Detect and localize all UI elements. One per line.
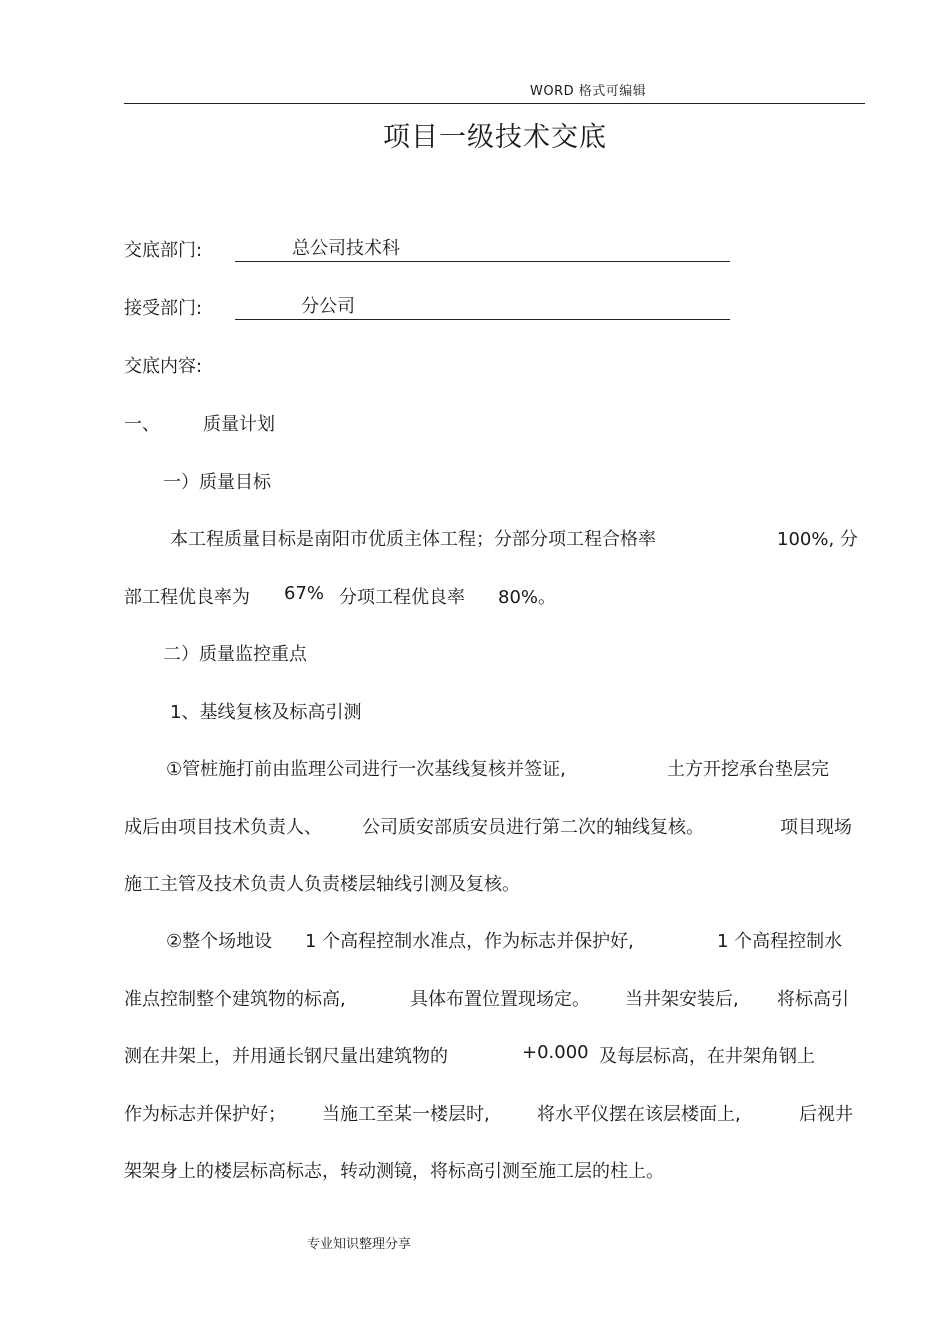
item-heading: 1、基线复核及标高引测 [170,702,362,723]
section-title: 质量计划 [203,414,275,435]
content-label: 交底内容: [124,356,203,377]
paragraph-text: 土方开挖承台垫层完 [667,759,829,780]
paragraph-text: 将标高引 [777,989,849,1010]
paragraph-text: +0.000 [522,1042,589,1063]
receive-label: 接受部门: [124,298,203,319]
footer-text: 专业知识整理分享 [307,1237,412,1252]
paragraph-text: ②整个场地设 [166,931,273,952]
header-text: WORD 格式可编辑 [530,84,647,99]
paragraph-text: 成后由项目技术负责人、 [124,817,322,838]
header-rule [124,103,865,104]
paragraph-text: 1 个高程控制水 [717,931,843,952]
paragraph-text: 80%。 [498,587,557,608]
paragraph-text: 当施工至某一楼层时, [322,1104,490,1125]
section-number: 一、 [124,414,160,435]
subsection-quality-control: 二）质量监控重点 [163,644,307,665]
receive-value-field [235,295,730,320]
paragraph-text: 67% [284,583,325,604]
document-title: 项目一级技术交底 [383,122,607,153]
paragraph-text: 施工主管及技术负责人负责楼层轴线引测及复核。 [124,874,520,895]
paragraph-text: 项目现场 [780,817,852,838]
paragraph-text: 具体布置位置现场定。 [410,989,590,1010]
paragraph-text: 及每层标高，在井架角钢上 [599,1046,815,1067]
paragraph-text: 分项工程优良率 [339,587,465,608]
paragraph-text: 公司质安部质安员进行第二次的轴线复核。 [362,817,704,838]
receive-value: 分公司 [301,296,355,317]
dept-value: 总公司技术科 [292,238,400,259]
paragraph-text: 测在井架上，并用通长钢尺量出建筑物的 [124,1046,448,1067]
dept-label: 交底部门: [124,240,203,261]
paragraph-text: 准点控制整个建筑物的标高, [124,989,346,1010]
paragraph-text: 将水平仪摆在该层楼面上, [537,1104,741,1125]
paragraph-text: 后视井 [799,1104,853,1125]
paragraph-text: 架架身上的楼层标高标志，转动测镜，将标高引测至施工层的柱上。 [124,1161,664,1182]
paragraph-text: 当井架安装后, [625,989,739,1010]
paragraph-text: ①管桩施打前由监理公司进行一次基线复核并签证, [166,759,566,780]
subsection-quality-target: 一）质量目标 [163,472,271,493]
paragraph-text: 本工程质量目标是南阳市优质主体工程；分部分项工程合格率 [170,529,656,550]
paragraph-text: 1 个高程控制水准点，作为标志并保护好, [305,931,634,952]
paragraph-text: 100%, 分 [777,529,858,550]
dept-value-field [235,237,730,262]
paragraph-text: 作为标志并保护好； [124,1104,286,1125]
paragraph-text: 部工程优良率为 [124,587,250,608]
